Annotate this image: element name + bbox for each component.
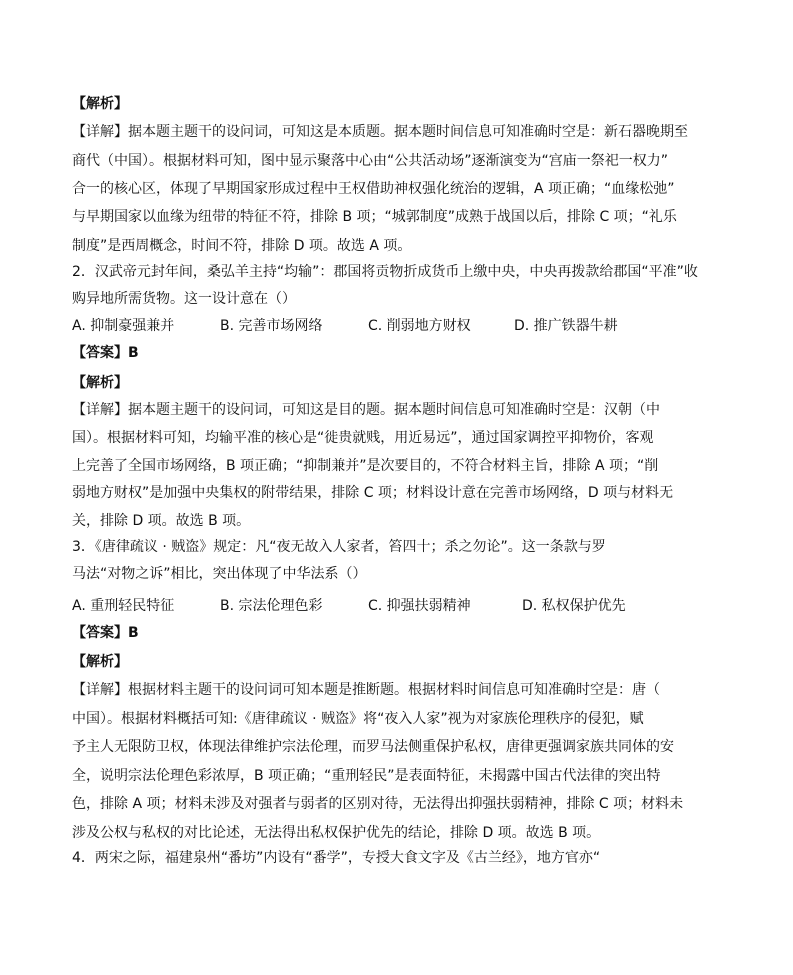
q2-option-c[interactable]: C. 削弱地方财权: [368, 318, 471, 334]
q3-option-a[interactable]: A. 重刑轻民特征: [72, 598, 175, 614]
q2-option-b[interactable]: B. 完善市场网络: [220, 318, 323, 334]
question-2-line-1: 2．汉武帝元封年间，桑弘羊主持“均输”：郡国将贡物折成货币上缴中央，中央再拨款给郡国“平准”收: [72, 264, 698, 280]
explanation-3-line-5: 色，排除 A 项；材料未涉及对强者与弱者的区别对待，无法得出抑强扶弱精神，排除 C 项；材料未: [72, 796, 684, 812]
analysis-heading-2: 【解析】: [72, 375, 128, 391]
explanation-2-line-2: 国）。根据材料可知，均输平准的核心是“徙贵就贱，用近易远”，通过国家调控平抑物价，客观: [72, 430, 654, 446]
q3-option-c[interactable]: C. 抑强扶弱精神: [368, 598, 471, 614]
analysis-heading-3: 【解析】: [72, 654, 128, 670]
explanation-1-line-3: 合一的核心区，体现了早期国家形成过程中王权借助神权强化统治的逻辑，A 项正确；“血缘松弛”: [72, 181, 675, 197]
explanation-1-line-5: 制度”是西周概念，时间不符，排除 D 项。故选 A 项。: [72, 238, 412, 254]
explanation-3-line-1: 【详解】根据材料主题干的设问词可知本题是推断题。根据材料时间信息可知准确时空是：唐（: [72, 682, 660, 698]
explanation-2-line-4: 弱地方财权”是加强中央集权的附带结果，排除 C 项；材料设计意在完善市场网络，D 项与材料无: [72, 485, 674, 501]
explanation-3-line-2: 中国）。根据材料概括可知:《唐律疏议 · 贼盗》将“夜入人家”视为对家族伦理秩序的侵犯，赋: [72, 711, 644, 727]
explanation-3-line-4: 全，说明宗法伦理色彩浓厚，B 项正确；“重刑轻民”是表面特征，未揭露中国古代法律的突出特: [72, 768, 661, 784]
explanation-3-line-6: 涉及公权与私权的对比论述，无法得出私权保护优先的结论，排除 D 项。故选 B 项。: [72, 825, 601, 841]
question-3-line-2: 马法“对物之诉”相比，突出体现了中华法系（）: [72, 566, 367, 582]
answer-3: 【答案】B: [72, 625, 139, 641]
q2-option-a[interactable]: A. 抑制豪强兼并: [72, 318, 175, 334]
explanation-2-line-1: 【详解】据本题主题干的设问词，可知这是目的题。据本题时间信息可知准确时空是：汉朝（中: [72, 402, 660, 418]
explanation-1-line-4: 与早期国家以血缘为纽带的特征不符，排除 B 项；“城郭制度”成熟于战国以后，排除 C 项；“礼乐: [72, 209, 677, 225]
question-3-line-1: 3．《唐律疏议 · 贼盗》规定：凡“夜无故入人家者，笞四十；杀之勿论”。这一条款与罗: [72, 539, 606, 555]
question-4-line-1: 4．两宋之际，福建泉州“番坊”内设有“番学”，专授大食文字及《古兰经》，地方官亦“: [72, 850, 601, 866]
explanation-3-line-3: 予主人无限防卫权，体现法律维护宗法伦理，而罗马法侧重保护私权，唐律更强调家族共同体的安: [72, 739, 674, 755]
explanation-2-line-3: 上完善了全国市场网络，B 项正确；“抑制兼并”是次要目的，不符合材料主旨，排除 A 项；“削: [72, 458, 659, 474]
explanation-1-line-2: 商代（中国）。根据材料可知，图中显示聚落中心由“公共活动场”逐渐演变为“宫庙一祭祀一权力”: [72, 153, 669, 169]
answer-2: 【答案】B: [72, 345, 139, 361]
analysis-heading-1: 【解析】: [72, 96, 128, 112]
q3-option-d[interactable]: D. 私权保护优先: [522, 598, 626, 614]
explanation-2-line-5: 关，排除 D 项。故选 B 项。: [72, 513, 251, 529]
explanation-1-line-1: 【详解】据本题主题干的设问词，可知这是本质题。据本题时间信息可知准确时空是：新石器晚期至: [72, 124, 688, 140]
question-2-line-2: 购异地所需货物。这一设计意在（）: [72, 291, 296, 307]
q2-option-d[interactable]: D. 推广铁器牛耕: [514, 318, 618, 334]
q3-option-b[interactable]: B. 宗法伦理色彩: [220, 598, 323, 614]
